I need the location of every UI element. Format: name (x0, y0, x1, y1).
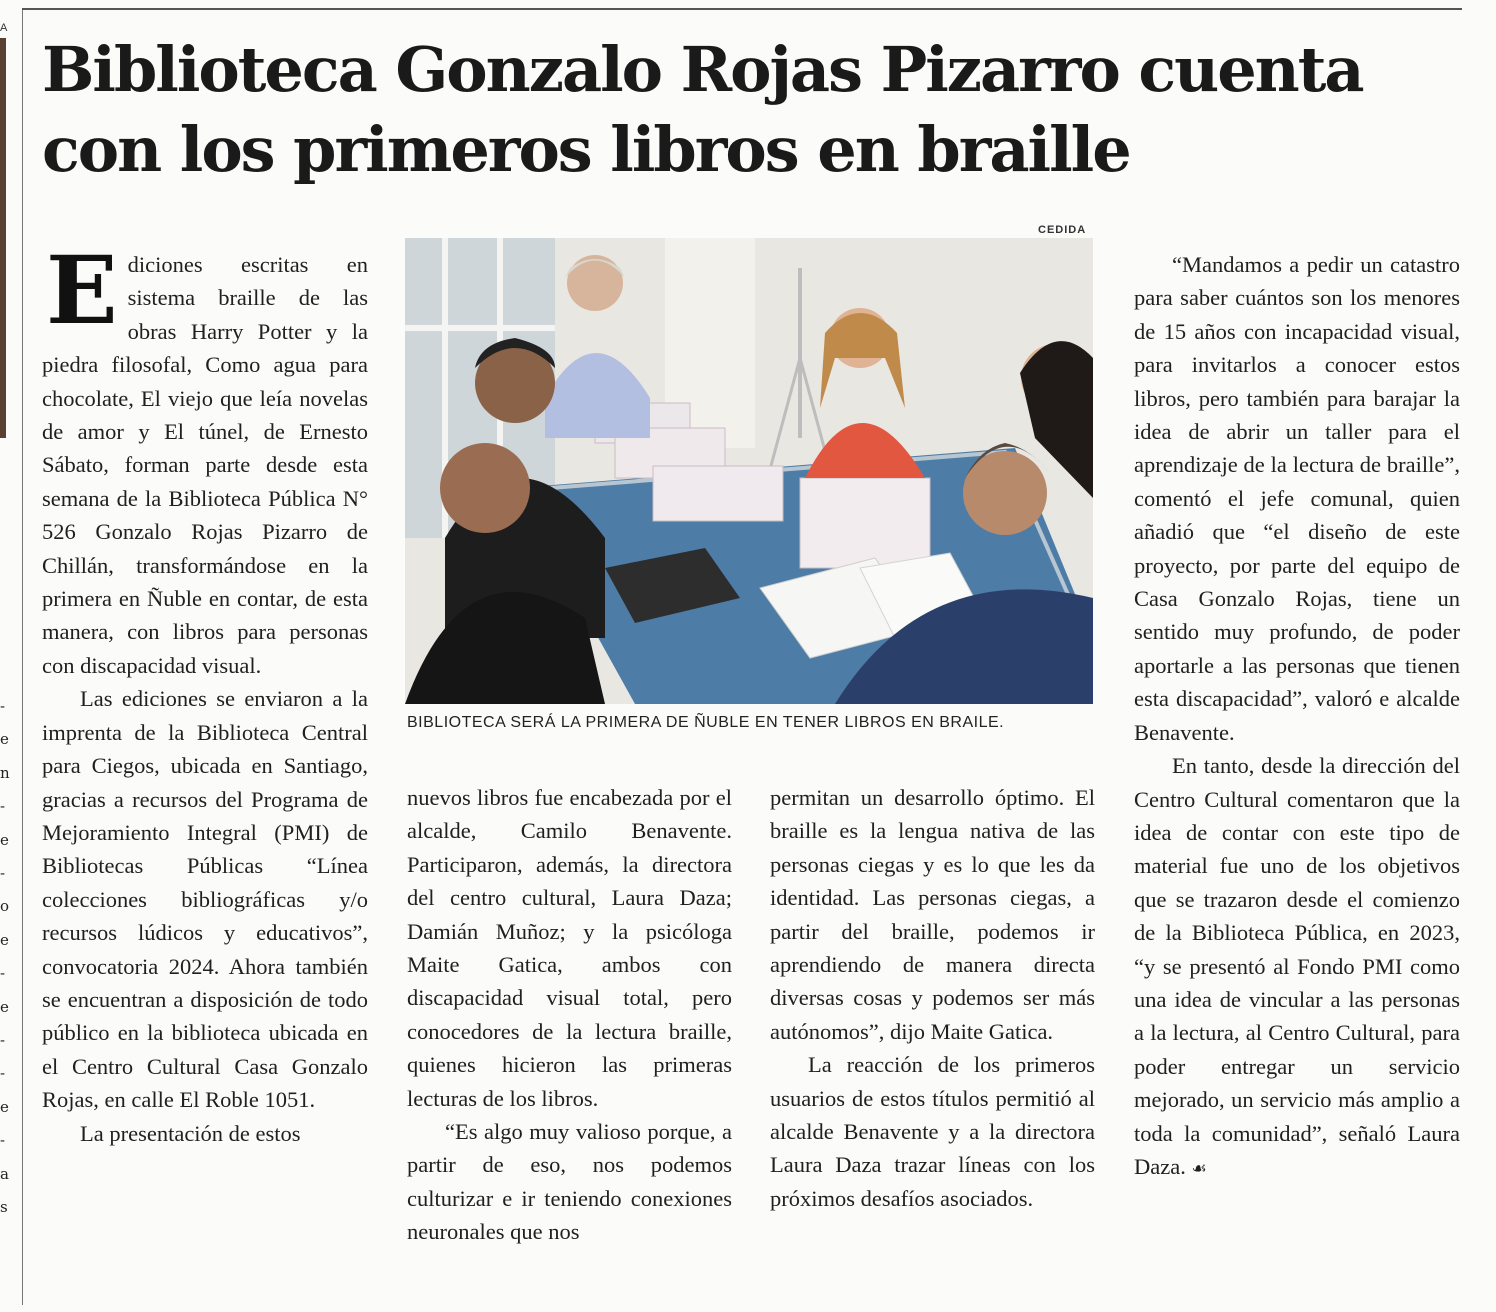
paragraph: La reacción de los primeros usuarios de estos títulos permitió al alcalde Benavente y a la directora Laura Daza trazar líneas con los próximos desafíos asociados. (770, 1052, 1095, 1211)
photo-illustration (405, 238, 1093, 704)
paragraph: permitan un desarrollo óptimo. El braille es la lengua nativa de las personas ciegas y es lo que les da identidad. Las personas ciegas, a partir del braille, podemos ir aprendiendo de manera directa diversas cosas y podemos ser más autónomos”, dijo Maite Gatica. (770, 785, 1095, 1044)
paragraph-text: diciones escritas en sistema braille de las obras Harry Potter y la piedra filosofal, Como agua para chocolate, El viejo que leía novelas de amor y El túnel, de Ernesto Sábato, forman parte desde esta semana de la Biblioteca Pública N° 526 Gonzalo Rojas Pizarro de Chillán, transformándose en la primera en Ñuble en contar, de esta manera, con libros para personas con discapacidad visual. (42, 252, 368, 678)
paragraph: “Es algo muy valioso porque, a partir de eso, nos podemos culturizar e ir teniendo conexiones neuronales que nos (407, 1119, 732, 1245)
edge-char: a (0, 1164, 9, 1183)
article-column-2 (407, 781, 732, 1249)
article-photo (405, 238, 1093, 704)
article-column-1 (42, 236, 368, 1150)
adjacent-article-edge (0, 690, 14, 1225)
edge-char: - (0, 1064, 6, 1083)
edge-char: - (0, 697, 6, 715)
edge-char: e (0, 830, 9, 849)
photo-credit: CEDIDA (1038, 224, 1087, 236)
paragraph: La presentación de estos (80, 1120, 301, 1146)
article-column-3 (770, 781, 1095, 1215)
edge-char: n (0, 763, 10, 782)
drop-cap: E (46, 236, 118, 346)
paragraph-text: En tanto, desde la dirección del Centro Cultural comentaron que la idea de contar con este tipo de material fue uno de los objetivos que se trazaron desde el comienzo de la Biblioteca Pública, en 2023, “y se presentó al Fondo PMI como una idea de vincular a las personas a la lectura, al Centro Cultural, para poder entregar un servicio mejorado, un servicio más amplio a toda la comunidad”, señaló Laura Daza. (1134, 753, 1460, 1179)
adjacent-article-corner: A (0, 22, 8, 34)
edge-char: e (0, 730, 9, 749)
paragraph: “Mandamos a pedir un catastro para saber cuántos son los menores de 15 años con incapacidad visual, para invitarlos a conocer estos libros, pero también para barajar la idea de abrir un taller para el aprendizaje de la lectura de braille”, comentó el jefe comunal, quien añadió que “el diseño de este proyecto, por parte del equipo de Casa Gonzalo Rojas, tiene un sentido muy profundo, de poder aportarle a las personas que tienen esta discapacidad”, valoró e alcalde Benavente. (1134, 252, 1460, 745)
edge-char: - (0, 864, 6, 883)
edge-char: - (0, 1031, 6, 1050)
edge-char: - (0, 1131, 6, 1150)
edge-char: - (0, 797, 6, 816)
paragraph (42, 236, 368, 682)
edge-char: - (0, 964, 6, 983)
edge-char: o (0, 897, 10, 916)
top-rule (22, 8, 1462, 10)
edge-char: s (0, 1198, 8, 1217)
paragraph: Las ediciones se enviaron a la imprenta de la Biblioteca Central para Ciegos, ubicada en Santiago, gracias a recursos del Programa de Mejoramiento Integral (PMI) de Bibliotecas Públicas “Línea colecciones bibliográficas y/o recursos lúdicos y educativos”, convocatoria 2024. Ahora también se encuentran a disposición de todo público en la biblioteca ubicada en el Centro Cultural Casa Gonzalo Rojas, en calle El Roble 1051. (42, 686, 368, 1113)
article-column-4 (1134, 248, 1460, 1186)
edge-char: e (0, 1097, 9, 1116)
edge-char: e (0, 930, 9, 949)
edge-char: e (0, 997, 9, 1016)
left-rule (22, 10, 23, 1305)
photo-caption: BIBLIOTECA SERÁ LA PRIMERA DE ÑUBLE EN TENER LIBROS EN BRAILE. (407, 714, 1005, 731)
headline: Biblioteca Gonzalo Rojas Pizarro cuenta con los primeros libros en braille (42, 33, 1363, 186)
paragraph (1134, 749, 1460, 1186)
adjacent-photo-edge (0, 38, 6, 438)
end-of-article-icon: ☙ (1191, 1158, 1207, 1179)
paragraph: nuevos libros fue encabezada por el alcalde, Camilo Benavente. Participaron, además, la directora del centro cultural, Laura Daza; Damián Muñoz; y la psicóloga Maite Gatica, ambos con discapacidad visual total, pero conocedores de la lectura braille, quienes hicieron las primeras lecturas de los libros. (407, 785, 732, 1111)
